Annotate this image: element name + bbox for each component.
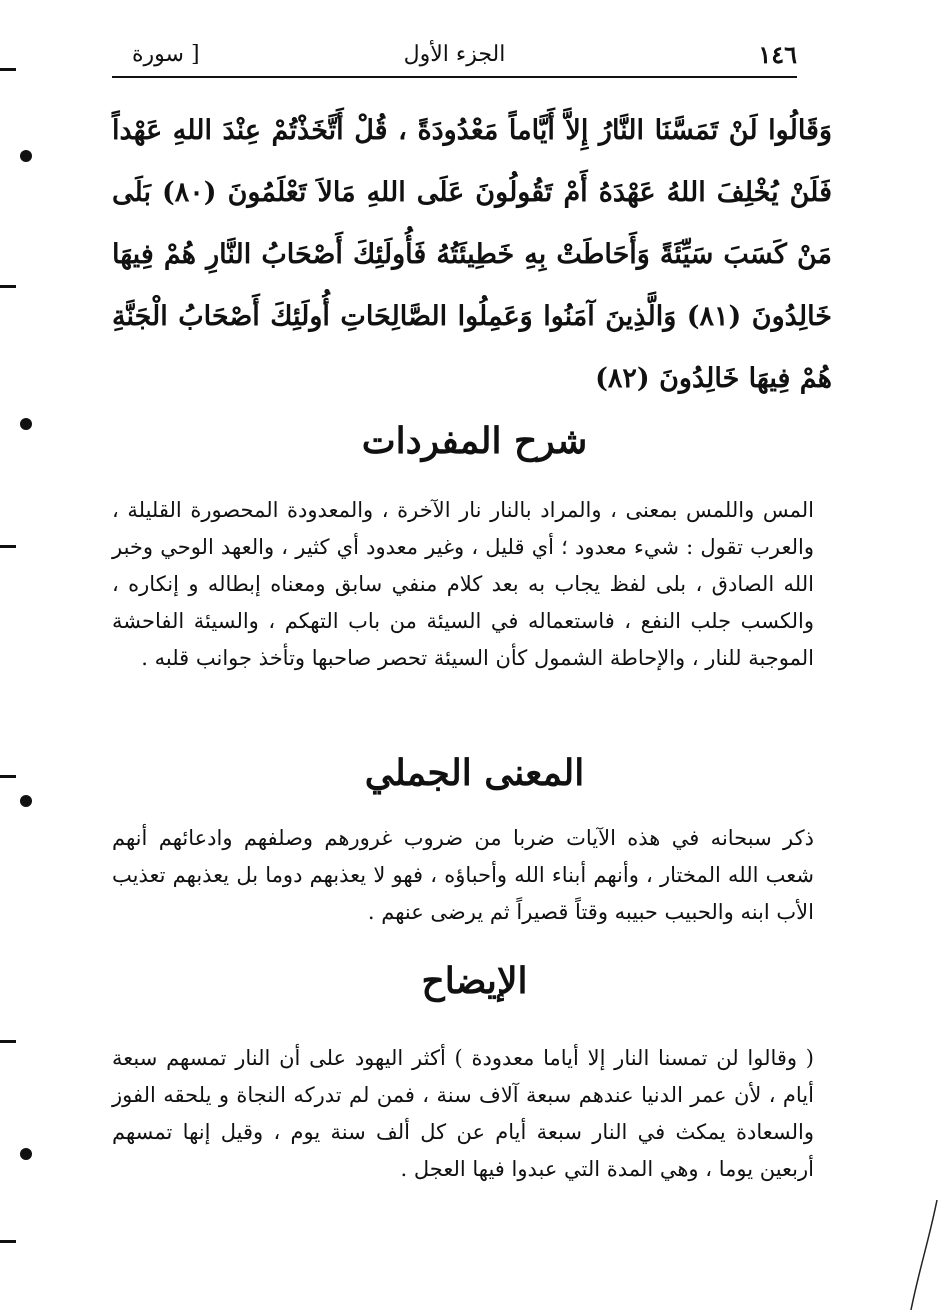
header-rule: [112, 76, 797, 78]
margin-mark: [0, 1240, 16, 1243]
part-title: الجزء الأول: [403, 42, 506, 67]
overall-meaning-text: ذكر سبحانه في هذه الآيات ضربا من ضروب غرورهم وصلفهم وادعائهم أنهم شعب الله المختار ، وأنهم أبناء الله وأحباؤه ، فهو لا يعذبهم دوما بل يعذبهم تعذيب الأب ابنه والحبيب حبيبه وقتاً قصيراً ثم يرضى عنهم .: [112, 826, 814, 924]
margin-mark: [0, 775, 16, 778]
explanation-text: ( وقالوا لن تمسنا النار إلا أياما معدودة ) أكثر اليهود على أن النار تمسهم سبعة أيام ، لأن عمر الدنيا عندهم سبعة آلاف سنة ، فمن لم تدركه النجاة و يلحقه الفوز والسعادة يمكث في النار سبعة أيام عن كل ألف سنة يوم ، وقيل إنها تمسهم أربعين يوما ، وهي المدة التي عبدوا فيها العجل .: [112, 1046, 814, 1181]
page-header: [112, 38, 797, 78]
margin-blot: [20, 1148, 32, 1160]
heading-vocabulary: شرح المفردات: [361, 420, 588, 462]
heading-explanation: الإيضاح: [421, 960, 528, 1002]
vocabulary-text: المس واللمس بمعنى ، والمراد بالنار نار الآخرة ، والمعدودة المحصورة القليلة ، والعرب تقول : شيء معدود ؛ أي قليل ، وغير معدود أي كثير ، والعهد الوحي وخبر الله الصادق ، بلى لفظ يجاب به بعد كلام منفي سابق ومعناه إبطاله و إنكاره ، والكسب جلب النفع ، فاستعماله في السيئة من باب التهكم ، والسيئة الفاحشة الموجبة للنار ، والإحاطة الشمول كأن السيئة تحصر صاحبها وتأخذ جوانب قلبه .: [112, 498, 814, 670]
margin-mark: [0, 285, 16, 288]
quran-verses: وَقَالُوا لَنْ تَمَسَّنَا النَّارُ إِلاَّ أَيَّاماً مَعْدُودَةً ، قُلْ أَتَّخَذْتُمْ عِنْدَ اللهِ عَهْداً فَلَنْ يُخْلِفَ اللهُ عَهْدَهُ أَمْ تَقُولُونَ عَلَى اللهِ مَالاَ تَعْلَمُونَ (٨٠) بَلَى مَنْ كَسَبَ سَيِّئَةً وَأَحَاطَتْ بِهِ خَطِيئَتُهُ فَأُولَئِكَ أَصْحَابُ النَّارِ هُمْ فِيهَا خَالِدُونَ (٨١) وَالَّذِينَ آمَنُوا وَعَمِلُوا الصَّالِحَاتِ أُولَئِكَ أَصْحَابُ الْجَنَّةِ هُمْ فِيهَا خَالِدُونَ (٨٢): [112, 115, 832, 394]
margin-mark: [0, 68, 16, 71]
margin-mark: [0, 545, 16, 548]
margin-blot: [20, 418, 32, 430]
margin-blot: [20, 795, 32, 807]
heading-overall-meaning: المعنى الجملي: [364, 752, 585, 794]
margin-mark: [0, 1040, 16, 1043]
page-number: ١٤٦: [758, 40, 797, 69]
margin-blot: [20, 150, 32, 162]
page-edge-curve: [909, 1200, 939, 1310]
surah-label: [ سورة: [132, 42, 200, 67]
